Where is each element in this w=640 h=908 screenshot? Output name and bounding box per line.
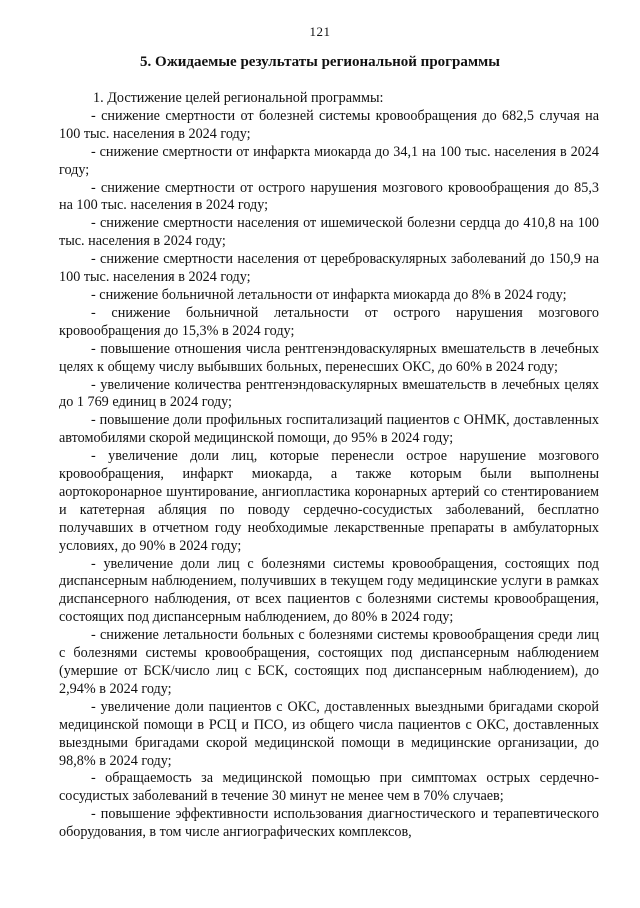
document-body xyxy=(59,90,599,842)
paragraph-item: - снижение больничной летальности от острого нарушения мозгового кровообращения до 15,3% в 2024 году; xyxy=(59,304,599,339)
paragraph-item: - повышение отношения числа рентгенэндоваскулярных вмешательств в лечебных целях к общему числу выбывших больных, перенесших ОКС, до 60% в 2024 году; xyxy=(59,340,599,375)
paragraph-item: - обращаемость за медицинской помощью при симптомах острых сердечно-сосудистых заболеваний в течение 30 минут не менее чем в 70% случаев; xyxy=(59,770,599,805)
paragraph-item: - увеличение доли пациентов с ОКС, доставленных выездными бригадами скорой медицинской помощи в РСЦ и ПСО, из общего числа пациентов с ОКС, доставленных выездными бригадами скорой медицинской помощи в медицинские организации, до 98,8% в 2024 году; xyxy=(59,698,599,769)
paragraph-item: - снижение смертности от инфаркта миокарда до 34,1 на 100 тыс. населения в 2024 году; xyxy=(59,143,599,178)
page-number: 121 xyxy=(309,24,331,39)
paragraph-item: - снижение смертности от острого нарушения мозгового кровообращения до 85,3 на 100 тыс. населения в 2024 году; xyxy=(59,179,599,214)
paragraph-item: - снижение смертности населения от ишемической болезни сердца до 410,8 на 100 тыс. населения в 2024 году; xyxy=(59,215,599,250)
paragraph-item: - повышение доли профильных госпитализаций пациентов с ОНМК, доставленных автомобилями скорой медицинской помощи, до 95% в 2024 году; xyxy=(59,412,599,447)
paragraph-item: - повышение эффективности использования диагностического и терапевтического оборудования, в том числе ангиографических комплексов, xyxy=(59,806,599,841)
paragraph-intro: 1. Достижение целей региональной программы: xyxy=(93,90,384,106)
paragraph-item: - снижение смертности населения от цереброваскулярных заболеваний до 150,9 на 100 тыс. населения в 2024 году; xyxy=(59,251,599,286)
paragraph-item: - увеличение количества рентгенэндоваскулярных вмешательств в лечебных целях до 1 769 единиц в 2024 году; xyxy=(59,376,599,411)
section-heading: 5. Ожидаемые результаты региональной программы xyxy=(140,54,500,70)
paragraph-item: - увеличение доли лиц с болезнями системы кровообращения, состоящих под диспансерным наблюдением, получивших в текущем году медицинские услуги в рамках диспансерного наблюдения, от всех пациентов с болезнями системы кровообращения, состоящих под диспансерным наблюдением, до 80% в 2024 году; xyxy=(59,555,599,626)
paragraph-item: - увеличение доли лиц, которые перенесли острое нарушение мозгового кровообращения, инфаркт миокарда, а также которым были выполнены аортокоронарное шунтирование, ангиопластика коронарных артерий со стентированием и катетерная абляция по поводу сердечно-сосудистых заболеваний, бесплатно получавших в отчетном году необходимые лекарственные препараты в амбулаторных условиях, до 90% в 2024 году; xyxy=(59,448,599,554)
paragraph-item: - снижение больничной летальности от инфаркта миокарда до 8% в 2024 году; xyxy=(91,286,567,303)
paragraph-item: - снижение летальности больных с болезнями системы кровообращения среди лиц с болезнями системы кровообращения, состоящих под диспансерным наблюдением (умершие от БСК/число лиц с БСК, состоящих под диспансерным наблюдением), до 2,94% в 2024 году; xyxy=(59,627,599,697)
paragraph-item: - снижение смертности от болезней системы кровообращения до 682,5 случая на 100 тыс. населения в 2024 году; xyxy=(59,107,599,142)
